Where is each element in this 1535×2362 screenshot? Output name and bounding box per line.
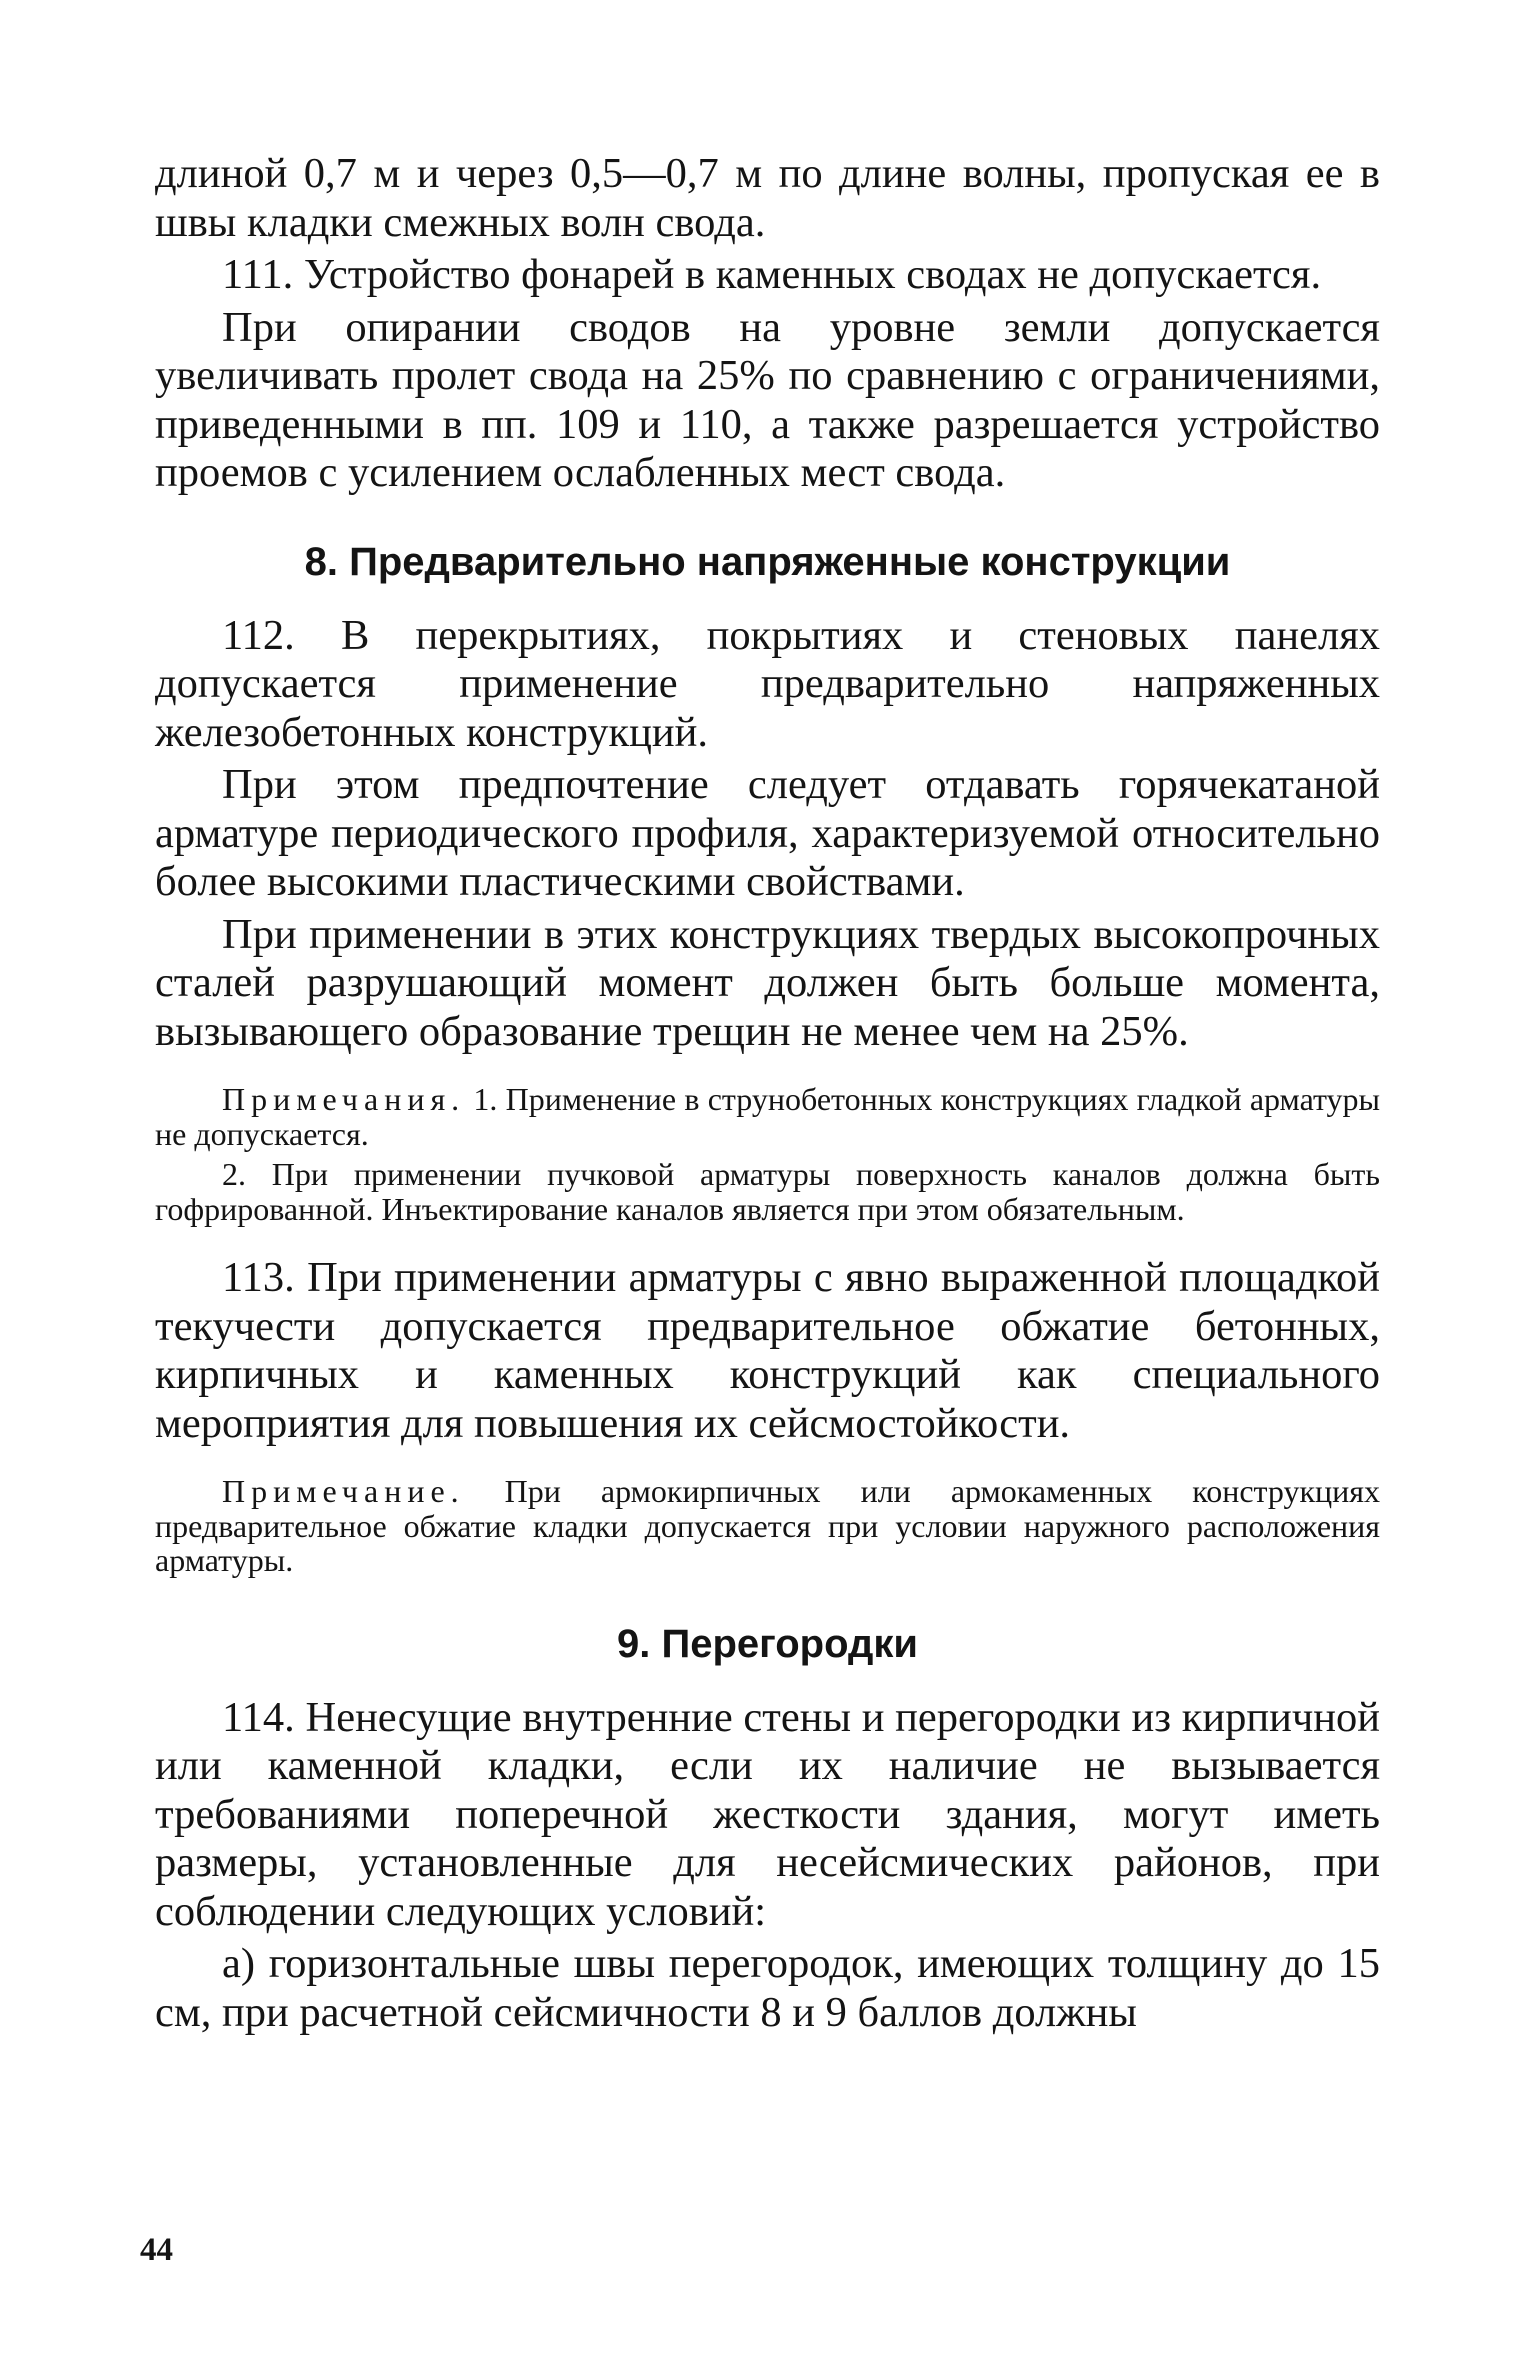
note-block-113	[155, 1474, 1380, 1578]
paragraph-114-a: а) горизонтальные швы перегородок, имеющих толщину до 15 см, при расчетной сейсмичности 8 и 9 баллов должны	[155, 1940, 1380, 2036]
paragraph-112: 112. В перекрытиях, покрытиях и стеновых панелях допускается применение предварительно напряженных железобетонных конструкций.	[155, 611, 1380, 756]
page-body	[155, 150, 1380, 2041]
note-block-112	[155, 1082, 1380, 1151]
note-item-1: 1. Применение в струнобетонных конструкциях гладкой арматуры не допускается.	[155, 1081, 1380, 1152]
note-body: При армокирпичных или армокаменных конструкциях предварительное обжатие кладки допускается при условии наружного расположения арматуры.	[155, 1473, 1380, 1578]
note-lead: Примечания.	[222, 1081, 466, 1117]
section-heading-8: 8. Предварительно напряженные конструкции	[304, 539, 1231, 584]
page-number: 44	[140, 2232, 173, 2268]
paragraph-111: 111. Устройство фонарей в каменных сводах не допускается.	[222, 251, 1322, 298]
paragraph-114: 114. Ненесущие внутренние стены и перегородки из кирпичной или каменной кладки, если их наличие не вызывается требованиями поперечной жесткости здания, могут иметь размеры, установленные для несейсмических районов, при соблюдении следующих условий:	[155, 1693, 1380, 1935]
section-heading-9: 9. Перегородки	[616, 1621, 919, 1666]
paragraph-112-high-strength: При применении в этих конструкциях твердых высокопрочных сталей разрушающий момент должен быть больше момента, вызывающего образование трещин не менее чем на 25%.	[155, 910, 1380, 1055]
paragraph-112-preference: При этом предпочтение следует отдавать горячекатаной арматуре периодического профиля, характеризуемой относительно более высокими пластическими свойствами.	[155, 761, 1380, 905]
note-lead: Примечание.	[222, 1473, 465, 1509]
note-item-2: 2. При применении пучковой арматуры поверхность каналов должна быть гофрированной. Инъектирование каналов является при этом обязательным.	[155, 1156, 1380, 1227]
paragraph-113: 113. При применении арматуры с явно выраженной площадкой текучести допускается предварительное обжатие бетонных, кирпичных и каменных конструкций как специального мероприятия для повышения их сейсмостойкости.	[155, 1254, 1380, 1447]
paragraph-continuation: длиной 0,7 м и через 0,5—0,7 м по длине волны, пропуская ее в швы кладки смежных волн свода.	[155, 150, 1380, 246]
paragraph-111-support: При опирании сводов на уровне земли допускается увеличивать пролет свода на 25% по сравнению с ограничениями, приведенными в пп. 109 и 110, а также разрешается устройство проемов с усилением ослабленных мест свода.	[155, 303, 1380, 496]
